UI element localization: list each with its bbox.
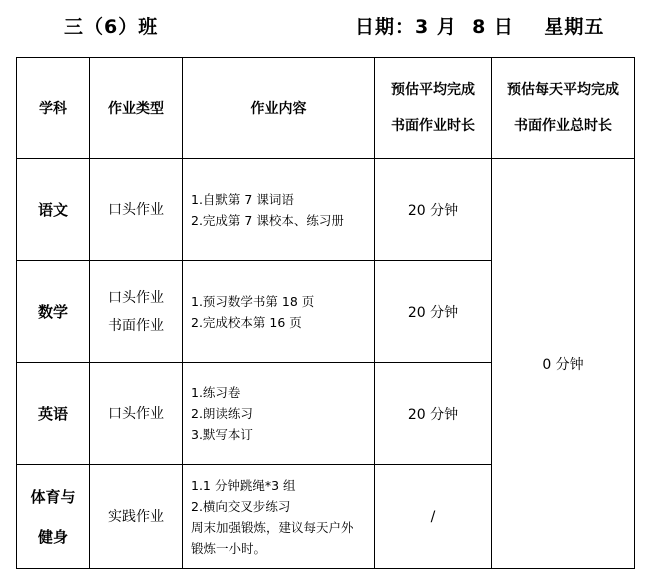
daily-total-cell: 0 分钟 [492, 159, 635, 569]
content-line: 2.完成校本第 16 页 [191, 314, 302, 330]
type-label: 书面作业 [108, 317, 164, 334]
header-daily-total-line2: 书面作业总时长 [514, 118, 612, 134]
content-line: 2.完成第 7 课校本、练习册 [191, 212, 344, 228]
content-line: 2.朗读练习 [191, 406, 253, 421]
type-label: 实践作业 [108, 508, 164, 525]
header-subject: 学科 [17, 58, 90, 159]
content-line: 周末加强锻炼，建议每天户外 [191, 519, 354, 535]
header-avg-time-line1: 预估平均完成 [391, 82, 475, 98]
content-cell [183, 159, 375, 261]
subject-cell: 数学 [17, 261, 90, 363]
content-line: 3.默写本订 [191, 427, 253, 442]
type-cell [90, 363, 183, 465]
subject-line: 健身 [37, 527, 68, 546]
date-label: 日期：3 月 8 日 星期五 [355, 16, 605, 38]
subject-cell: 语文 [17, 159, 90, 261]
time-cell: 20 分钟 [375, 363, 492, 465]
header-avg-time-line2: 书面作业时长 [391, 118, 475, 134]
content-line: 2.横向交叉步练习 [191, 498, 291, 514]
homework-table [16, 57, 635, 569]
content-line: 1.预习数学书第 18 页 [191, 293, 315, 309]
type-label: 口头作业 [108, 289, 164, 306]
content-line: 1.练习卷 [191, 385, 241, 400]
class-name: 三（6）班 [64, 16, 159, 38]
type-cell [90, 465, 183, 569]
subject-line: 体育与 [30, 487, 76, 506]
table-header-row [17, 58, 635, 159]
header-daily-total-line1: 预估每天平均完成 [507, 82, 619, 98]
subject-cell: 英语 [17, 363, 90, 465]
content-line: 1.自默第 7 课词语 [191, 191, 294, 207]
header-daily-total [492, 58, 635, 159]
type-label: 口头作业 [108, 201, 164, 218]
content-cell [183, 363, 375, 465]
subject-cell [17, 465, 90, 569]
header-type: 作业类型 [90, 58, 183, 159]
time-cell: / [375, 465, 492, 569]
time-cell: 20 分钟 [375, 261, 492, 363]
page-header [0, 12, 650, 42]
header-avg-time [375, 58, 492, 159]
content-cell [183, 261, 375, 363]
time-cell: 20 分钟 [375, 159, 492, 261]
type-label: 口头作业 [108, 405, 164, 422]
content-cell [183, 465, 375, 569]
table-row [17, 159, 635, 261]
type-cell [90, 159, 183, 261]
content-line: 锻炼一小时。 [191, 540, 267, 556]
type-cell [90, 261, 183, 363]
header-content: 作业内容 [183, 58, 375, 159]
content-line: 1.1 分钟跳绳*3 组 [191, 477, 296, 493]
